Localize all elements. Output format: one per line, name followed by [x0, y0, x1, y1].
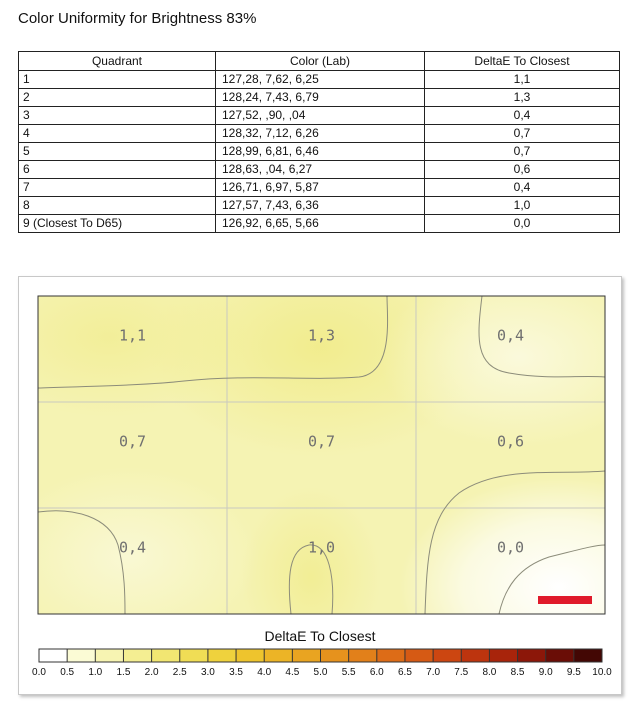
cell-color-lab: 128,24, 7,43, 6,79 [216, 89, 425, 107]
legend-swatch [321, 649, 350, 662]
legend-tick-label: 5.0 [313, 667, 328, 678]
page-title: Color Uniformity for Brightness 83% [18, 10, 257, 27]
cell-color-lab: 127,57, 7,43, 6,36 [216, 197, 425, 215]
table-row [19, 89, 620, 107]
cell-quadrant: 9 (Closest To D65) [19, 215, 216, 233]
legend-swatch [518, 649, 547, 662]
legend-title: DeltaE To Closest [264, 628, 376, 644]
legend-swatch [377, 649, 406, 662]
legend-swatch [123, 649, 152, 662]
legend-swatch [95, 649, 124, 662]
legend-tick-label: 2.0 [144, 667, 159, 678]
cell-quadrant: 8 [19, 197, 216, 215]
table-row [19, 161, 620, 179]
cell-quadrant: 7 [19, 179, 216, 197]
legend-tick-label: 1.0 [88, 667, 103, 678]
cell-value-label: 1,3 [307, 326, 336, 345]
legend-tick-label: 2.5 [172, 667, 187, 678]
cell-deltae: 0,7 [425, 125, 620, 143]
header-deltae: DeltaE To Closest [425, 52, 620, 71]
legend-swatch [264, 649, 293, 662]
cell-value-label: 1,0 [307, 538, 336, 557]
table-header-row [19, 52, 620, 71]
legend-swatch [405, 649, 434, 662]
legend-tick-label: 3.0 [200, 667, 215, 678]
legend-tick-label: 7.0 [426, 667, 441, 678]
reference-marker [538, 596, 592, 604]
legend-swatch [67, 649, 96, 662]
cell-deltae: 0,4 [425, 179, 620, 197]
cell-value-label: 0,4 [118, 538, 147, 557]
legend-swatch [574, 649, 603, 662]
cell-color-lab: 126,71, 6,97, 5,87 [216, 179, 425, 197]
cell-value-label: 1,1 [118, 326, 147, 345]
cell-value-label: 0,7 [118, 432, 147, 451]
cell-value-label: 0,6 [496, 432, 525, 451]
legend-tick-label: 8.5 [510, 667, 525, 678]
cell-quadrant: 2 [19, 89, 216, 107]
legend-swatch [208, 649, 237, 662]
table-row [19, 107, 620, 125]
cell-color-lab: 127,28, 7,62, 6,25 [216, 71, 425, 89]
legend-tick-label: 9.5 [566, 667, 581, 678]
cell-value-label: 0,7 [307, 432, 336, 451]
legend-tick-label: 7.5 [454, 667, 469, 678]
cell-deltae: 0,6 [425, 161, 620, 179]
legend-swatch [236, 649, 265, 662]
cell-quadrant: 5 [19, 143, 216, 161]
table-body [19, 71, 620, 233]
cell-color-lab: 128,63, ,04, 6,27 [216, 161, 425, 179]
legend-tick-label: 6.0 [369, 667, 384, 678]
cell-deltae: 0,7 [425, 143, 620, 161]
legend-tick-label: 4.0 [257, 667, 272, 678]
header-quadrant: Quadrant [19, 52, 216, 71]
table-row [19, 197, 620, 215]
cell-value-label: 0,0 [496, 538, 525, 557]
legend-swatch [433, 649, 462, 662]
cell-color-lab: 127,52, ,90, ,04 [216, 107, 425, 125]
legend-tick-label: 9.0 [538, 667, 553, 678]
cell-deltae: 1,0 [425, 197, 620, 215]
header-color-lab: Color (Lab) [216, 52, 425, 71]
color-uniformity-table [18, 51, 620, 233]
table-row [19, 179, 620, 197]
cell-deltae: 0,0 [425, 215, 620, 233]
cell-color-lab: 128,99, 6,81, 6,46 [216, 143, 425, 161]
cell-quadrant: 1 [19, 71, 216, 89]
cell-quadrant: 3 [19, 107, 216, 125]
cell-quadrant: 6 [19, 161, 216, 179]
legend-swatch [39, 649, 68, 662]
legend-swatch [292, 649, 321, 662]
cell-color-lab: 128,32, 7,12, 6,26 [216, 125, 425, 143]
table-row [19, 143, 620, 161]
table-row [19, 125, 620, 143]
legend-tick-label: 4.5 [285, 667, 300, 678]
cell-deltae: 1,1 [425, 71, 620, 89]
legend-swatch [489, 649, 518, 662]
uniformity-heatmap [19, 277, 621, 694]
legend-swatch [349, 649, 378, 662]
legend-tick-label: 6.5 [397, 667, 412, 678]
legend-tick-label: 1.5 [116, 667, 131, 678]
legend-swatch [152, 649, 181, 662]
table-row [19, 71, 620, 89]
uniformity-chart-frame [18, 276, 622, 695]
table-row [19, 215, 620, 233]
cell-color-lab: 126,92, 6,65, 5,66 [216, 215, 425, 233]
legend-tick-label: 0.5 [60, 667, 75, 678]
legend-swatch [180, 649, 209, 662]
cell-deltae: 0,4 [425, 107, 620, 125]
legend-tick-label: 5.5 [341, 667, 356, 678]
cell-quadrant: 4 [19, 125, 216, 143]
legend-swatch [546, 649, 575, 662]
legend-tick-label: 10.0 [592, 667, 612, 678]
legend-tick-label: 8.0 [482, 667, 497, 678]
legend-swatch [461, 649, 490, 662]
cell-deltae: 1,3 [425, 89, 620, 107]
legend-tick-label: 0.0 [32, 667, 46, 678]
cell-value-label: 0,4 [496, 326, 525, 345]
legend-tick-label: 3.5 [229, 667, 244, 678]
